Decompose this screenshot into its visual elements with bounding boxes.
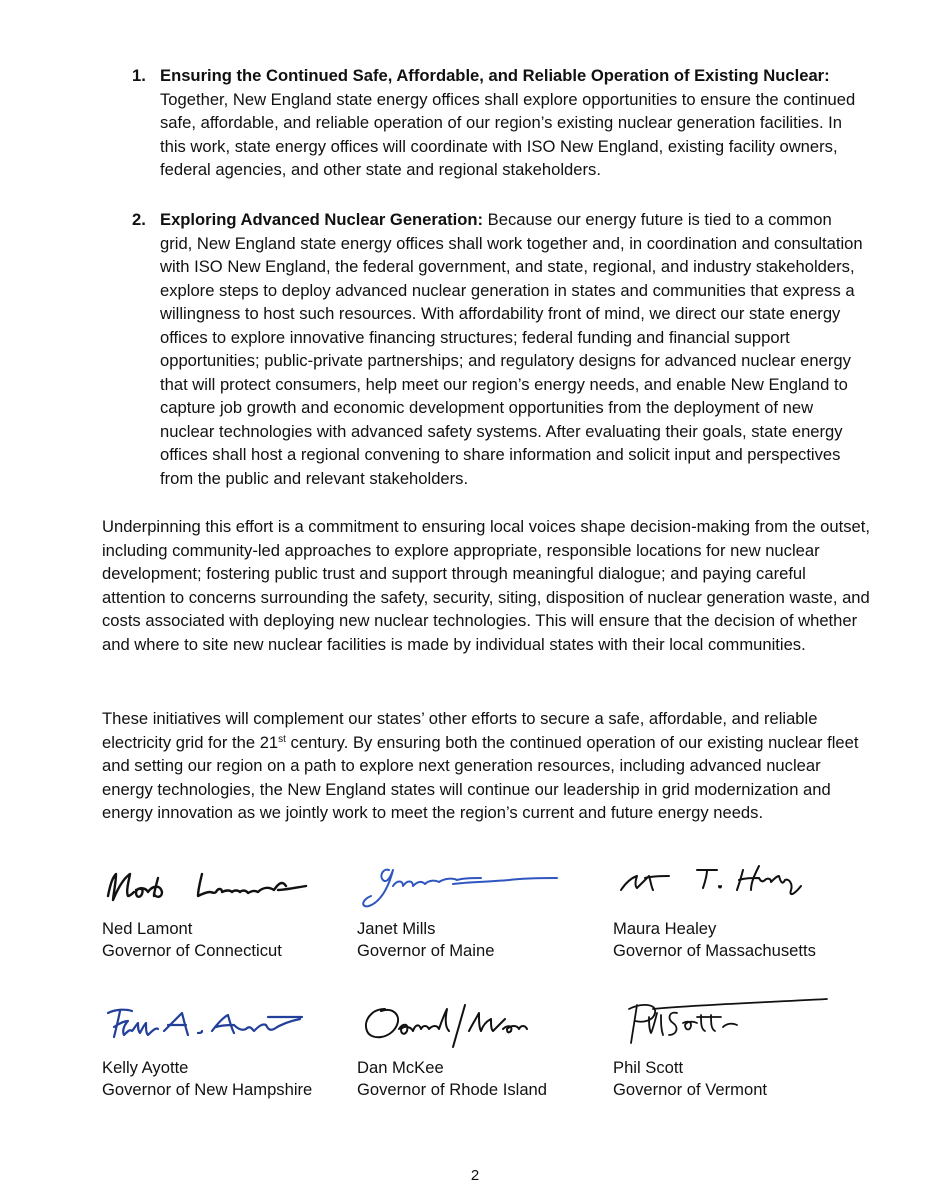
item-number: 2.	[132, 210, 146, 229]
signatory-title: Governor of Massachusetts	[613, 941, 816, 960]
signatory-title: Governor of Maine	[357, 941, 495, 960]
signature-block-mckee	[357, 995, 597, 1101]
signature-block-lamont	[102, 856, 342, 962]
signature-block-mills	[357, 856, 597, 962]
item-body: Because our energy future is tied to a common grid, New England state energy offices shall work together and, in coordination and consultation with ISO New England, the federal government, and state, regional, and industry stakeholders, explore steps to deploy advanced nuclear generation in states and communities that express a willingness to host such resources. With affordability front of mind, we direct our state energy offices to explore innovative financing structures; federal funding and financial support opportunities; public-private partnerships; and regulatory designs for advanced nuclear energy that will protect consumers, help meet our region’s energy needs, and enable New England to capture job growth and economic development opportunities from the deployment of new nuclear technologies with advanced safety systems. After evaluating their goals, state energy offices shall host a regional convening to share information and solicit input and perspectives from the public and relevant stakeholders.	[160, 210, 863, 488]
signatory-name: Maura Healey	[613, 919, 717, 938]
signature-block-ayotte	[102, 995, 342, 1101]
signature-block-healey	[613, 856, 853, 962]
signatory-name: Dan McKee	[357, 1058, 444, 1077]
signatory-name: Ned Lamont	[102, 919, 193, 938]
paragraph-text-end: century. By ensuring both the continued operation of our existing nuclear fleet and setting our region on a path to explore next generation resources, including advanced nuclear energy technologies, the New England states will continue our leadership in grid modernization and energy innovation as we jointly work to meet the region’s current and future energy needs.	[102, 732, 859, 822]
paragraph-initiatives	[102, 707, 872, 825]
signatory-title: Governor of Rhode Island	[357, 1080, 548, 1099]
paragraph-text-start: These initiatives will complement our states’ other efforts to secure a safe, affordable, and reliable electricity grid for the 21	[102, 709, 818, 752]
signatory-name: Janet Mills	[357, 919, 436, 938]
handwritten-signature-mills	[357, 856, 587, 918]
item-heading: Exploring Advanced Nuclear Generation:	[160, 210, 484, 229]
paragraph-local-voices: Underpinning this effort is a commitment to ensuring local voices shape decision-making from the outset, including community-led approaches to explore appropriate, responsible locations for new nuclear development; fostering public trust and support through meaningful dialogue; and paying careful attention to concerns surrounding the safety, security, siting, disposition of nuclear generation waste, and costs associated with deploying new nuclear technologies. This will ensure that the decision of whether and where to site new nuclear facilities is made by individual states with their local communities.	[102, 517, 870, 654]
item-number: 1.	[132, 66, 146, 85]
numbered-item-2	[132, 208, 865, 490]
signature-block-scott	[613, 995, 853, 1101]
item-heading: Ensuring the Continued Safe, Affordable, and Reliable Operation of Existing Nuclear:	[160, 66, 830, 85]
numbered-item-1	[132, 64, 865, 182]
handwritten-signature-ayotte	[102, 995, 332, 1057]
handwritten-signature-healey	[613, 856, 843, 918]
signatory-title: Governor of Vermont	[613, 1080, 768, 1099]
signatory-name: Phil Scott	[613, 1058, 684, 1077]
signatory-name: Kelly Ayotte	[102, 1058, 189, 1077]
handwritten-signature-scott	[613, 995, 843, 1057]
item-body: Together, New England state energy offices shall explore opportunities to ensure the continued safe, affordable, and reliable operation of our region’s existing nuclear generation facilities. In this work, state energy offices will coordinate with ISO New England, existing facility owners, federal agencies, and other state and regional stakeholders.	[160, 89, 856, 179]
signatory-title: Governor of New Hampshire	[102, 1080, 313, 1099]
page-number: 2	[470, 1167, 480, 1184]
ordinal-suffix: st	[278, 733, 286, 745]
handwritten-signature-mckee	[357, 995, 587, 1057]
signatory-title: Governor of Connecticut	[102, 941, 282, 960]
handwritten-signature-lamont	[102, 856, 332, 918]
